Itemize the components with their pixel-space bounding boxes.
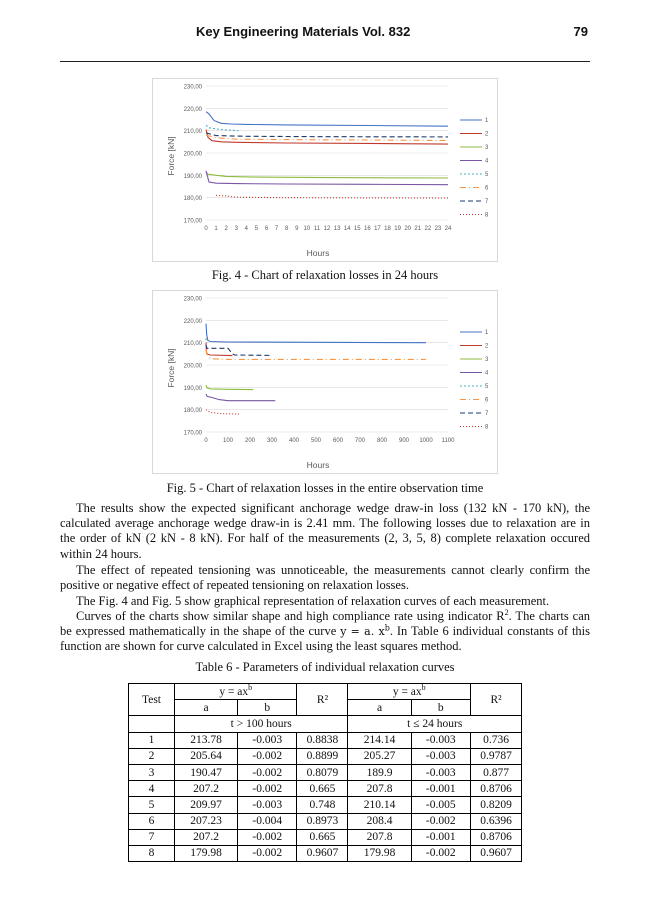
- y-tick-label: 180,00: [183, 196, 202, 203]
- table-cell: -0.002: [411, 845, 470, 861]
- x-tick-label: 6: [264, 226, 269, 232]
- table-cell: 5: [129, 797, 175, 813]
- table-cell: 213.78: [175, 732, 238, 748]
- x-tick-label: 1100: [441, 438, 455, 444]
- table-cell: -0.001: [411, 829, 470, 845]
- x-tick-label: 900: [398, 438, 410, 444]
- table-cell: 0.9607: [471, 845, 522, 861]
- legend-label-5: 5: [485, 172, 489, 179]
- header-b: b: [238, 700, 297, 716]
- x-tick-label: 1: [214, 226, 218, 232]
- superscript: 2: [504, 607, 509, 617]
- table-cell: 7: [129, 829, 175, 845]
- figure-4-caption: Fig. 4 - Chart of relaxation losses in 24 hours: [211, 268, 439, 282]
- table-range-row: [129, 716, 522, 732]
- table-cell: 208.4: [348, 813, 411, 829]
- x-tick-label: 300: [266, 438, 278, 444]
- table-cell: -0.003: [238, 732, 297, 748]
- x-tick-label: 12: [323, 226, 331, 232]
- table-cell: 205.27: [348, 748, 411, 764]
- x-tick-label: 24: [444, 226, 452, 232]
- table-row: [129, 764, 522, 780]
- header-test: Test: [129, 684, 175, 716]
- table-cell: 207.2: [175, 781, 238, 797]
- table-cell: 207.8: [348, 829, 411, 845]
- x-tick-label: 5: [254, 226, 259, 232]
- legend-label-3: 3: [485, 357, 489, 364]
- x-tick-label: 17: [374, 226, 381, 232]
- figure-4-chart: [152, 78, 498, 262]
- table-cell: 179.98: [175, 845, 238, 861]
- chart-frame: [153, 291, 498, 474]
- table-cell: 209.97: [175, 797, 238, 813]
- x-tick-label: 20: [404, 226, 412, 232]
- table-cell: 214.14: [348, 732, 411, 748]
- x-tick-label: 23: [434, 226, 442, 232]
- legend-label-2: 2: [485, 131, 489, 138]
- legend-label-6: 6: [485, 185, 489, 192]
- header-eq-exp: b: [248, 682, 253, 692]
- paragraph-tensioning: The effect of repeated tensioning was unnoticeable, the measurements cannot clearly confirm the positive or negative effect of repeated tensioning on relaxation losses.: [60, 563, 590, 593]
- legend-label-1: 1: [485, 330, 489, 337]
- header-eq-exp: b: [421, 682, 426, 692]
- paragraph-figures: The Fig. 4 and Fig. 5 show graphical representation of relaxation curves of each measurement.: [76, 594, 550, 608]
- y-tick-label: 200,00: [183, 363, 202, 370]
- table-cell: -0.002: [411, 813, 470, 829]
- table-cell: 4: [129, 781, 175, 797]
- table-cell: -0.002: [238, 781, 297, 797]
- page-header: [60, 22, 590, 42]
- x-tick-label: 14: [343, 226, 351, 232]
- x-tick-label: 0: [204, 438, 208, 444]
- y-tick-label: 190,00: [183, 385, 202, 392]
- x-tick-label: 700: [354, 438, 366, 444]
- table-cell: 0.8706: [471, 829, 522, 845]
- text-fragment: . The charts can be expressed mathematically in the shape of the curve: [60, 609, 590, 639]
- x-tick-label: 100: [222, 438, 234, 444]
- y-axis-label: Force [kN]: [166, 348, 176, 388]
- table-cell: 207.23: [175, 813, 238, 829]
- header-b: b: [411, 700, 470, 716]
- x-axis-label: Hours: [306, 460, 330, 470]
- empty-cell: [129, 716, 175, 732]
- text-fragment: . In Table 6 individual constants of this function are shown for curve calculated in Excel using the least squares method.: [60, 624, 591, 654]
- equation: [340, 625, 390, 638]
- paragraph-curves: [60, 609, 590, 655]
- equation-base: y = a. x: [340, 625, 385, 639]
- legend-label-6: 6: [485, 397, 489, 404]
- x-tick-label: 500: [310, 438, 322, 444]
- table-cell: -0.003: [411, 764, 470, 780]
- table-cell: -0.005: [411, 797, 470, 813]
- x-tick-label: 21: [414, 226, 422, 232]
- x-tick-label: 0: [204, 226, 208, 232]
- table-row: [129, 845, 522, 861]
- table-row: [129, 829, 522, 845]
- table-cell: 0.8079: [297, 764, 348, 780]
- x-tick-label: 200: [244, 438, 256, 444]
- figure-5-chart: [152, 290, 498, 474]
- table-cell: 205.64: [175, 748, 238, 764]
- table-cell: 0.665: [297, 781, 348, 797]
- x-tick-label: 18: [384, 226, 391, 232]
- table-cell: 0.9607: [297, 845, 348, 861]
- x-tick-label: 16: [363, 226, 371, 232]
- table-cell: -0.004: [238, 813, 297, 829]
- table-cell: -0.003: [238, 797, 297, 813]
- y-tick-label: 210,00: [183, 129, 202, 136]
- y-tick-label: 190,00: [183, 173, 202, 180]
- x-tick-label: 22: [424, 226, 432, 232]
- y-tick-label: 220,00: [183, 318, 202, 325]
- journal-title: Key Engineering Materials Vol. 832: [196, 24, 411, 39]
- table-cell: -0.001: [411, 781, 470, 797]
- header-eq-base: y = ax: [392, 685, 422, 698]
- y-tick-label: 220,00: [183, 106, 202, 113]
- figure-5-caption: Fig. 5 - Chart of relaxation losses in the entire observation time: [166, 481, 484, 495]
- table-cell: 0.8838: [297, 732, 348, 748]
- table-header-row: [129, 684, 522, 700]
- legend-label-3: 3: [485, 145, 489, 152]
- table-cell: 0.748: [297, 797, 348, 813]
- table-cell: 6: [129, 813, 175, 829]
- legend-label-5: 5: [485, 384, 489, 391]
- table-row: [129, 781, 522, 797]
- legend-label-4: 4: [485, 158, 489, 165]
- table-cell: 0.9787: [471, 748, 522, 764]
- header-a: a: [175, 700, 238, 716]
- x-axis-label: Hours: [306, 248, 330, 258]
- table-cell: 0.8706: [471, 781, 522, 797]
- table-cell: -0.002: [238, 845, 297, 861]
- header-rule: [60, 61, 590, 62]
- y-tick-label: 230,00: [183, 84, 202, 91]
- x-tick-label: 8: [284, 226, 289, 232]
- table-6-caption: Table 6 - Parameters of individual relaxation curves: [195, 660, 455, 674]
- x-tick-label: 19: [394, 226, 401, 232]
- table-cell: 0.665: [297, 829, 348, 845]
- header-r2: R²: [471, 684, 522, 716]
- legend-label-4: 4: [485, 370, 489, 377]
- equation-exponent: b: [384, 623, 390, 633]
- legend-label-2: 2: [485, 343, 489, 350]
- x-tick-label: 1000: [419, 438, 433, 444]
- x-tick-label: 13: [333, 226, 341, 232]
- table-row: [129, 813, 522, 829]
- table-cell: 0.736: [471, 732, 522, 748]
- y-tick-label: 230,00: [183, 296, 202, 303]
- x-tick-label: 11: [313, 226, 321, 232]
- table-cell: 189.9: [348, 764, 411, 780]
- paragraph-results: The results show the expected significant anchorage wedge draw-in loss (132 kN - 170 kN), the calculated average anchorage wedge draw-in is 2.41 mm. The following losses due to relaxation are in the order of kN (2 kN - 8 kN). For half of the measurements (2, 3, 5, 8) complete relaxation occured within 24 hours.: [60, 501, 590, 561]
- x-tick-label: 15: [353, 226, 361, 232]
- x-tick-label: 600: [332, 438, 344, 444]
- x-tick-label: 2: [224, 226, 228, 232]
- table-cell: -0.003: [411, 748, 470, 764]
- table-cell: 179.98: [348, 845, 411, 861]
- table-cell: -0.002: [238, 829, 297, 845]
- x-tick-label: 9: [295, 226, 299, 232]
- table-row: [129, 797, 522, 813]
- table-cell: -0.002: [238, 764, 297, 780]
- text-fragment: Curves of the charts show similar shape and high compliance rate using indicator R: [76, 609, 505, 623]
- x-tick-label: 4: [244, 226, 249, 232]
- range-short: t ≤ 24 hours: [348, 716, 522, 732]
- y-tick-label: 200,00: [183, 151, 202, 158]
- table-row: [129, 748, 522, 764]
- y-tick-label: 170,00: [183, 430, 202, 437]
- table-cell: 207.8: [348, 781, 411, 797]
- header-equation: [348, 684, 471, 700]
- table-cell: 8: [129, 845, 175, 861]
- x-tick-label: 7: [274, 226, 279, 232]
- page-number: 79: [573, 24, 588, 39]
- x-tick-label: 400: [288, 438, 300, 444]
- y-axis-label: Force [kN]: [166, 136, 176, 176]
- table-cell: -0.002: [238, 748, 297, 764]
- x-tick-label: 800: [376, 438, 388, 444]
- legend-label-1: 1: [485, 118, 489, 125]
- table-cell: 0.8209: [471, 797, 522, 813]
- legend-label-8: 8: [485, 212, 489, 219]
- header-equation: [175, 684, 297, 700]
- table-cell: 210.14: [348, 797, 411, 813]
- chart-frame: [153, 79, 498, 262]
- table-row: [129, 732, 522, 748]
- table-cell: 0.6396: [471, 813, 522, 829]
- table-6: [128, 683, 522, 862]
- header-eq-base: y = ax: [219, 685, 249, 698]
- y-tick-label: 170,00: [183, 218, 202, 225]
- table-cell: 0.8973: [297, 813, 348, 829]
- x-tick-label: 10: [303, 226, 311, 232]
- table-cell: 2: [129, 748, 175, 764]
- header-r2: R²: [297, 684, 348, 716]
- table-cell: -0.003: [411, 732, 470, 748]
- legend-label-7: 7: [485, 199, 489, 206]
- table-cell: 3: [129, 764, 175, 780]
- legend-label-7: 7: [485, 411, 489, 418]
- header-a: a: [348, 700, 411, 716]
- table-body: [129, 732, 522, 862]
- table-cell: 1: [129, 732, 175, 748]
- table-cell: 0.8899: [297, 748, 348, 764]
- x-tick-label: 3: [234, 226, 238, 232]
- y-tick-label: 180,00: [183, 408, 202, 415]
- legend-label-8: 8: [485, 424, 489, 431]
- range-long: t > 100 hours: [175, 716, 348, 732]
- table-cell: 0.877: [471, 764, 522, 780]
- y-tick-label: 210,00: [183, 341, 202, 348]
- table-cell: 207.2: [175, 829, 238, 845]
- table-cell: 190.47: [175, 764, 238, 780]
